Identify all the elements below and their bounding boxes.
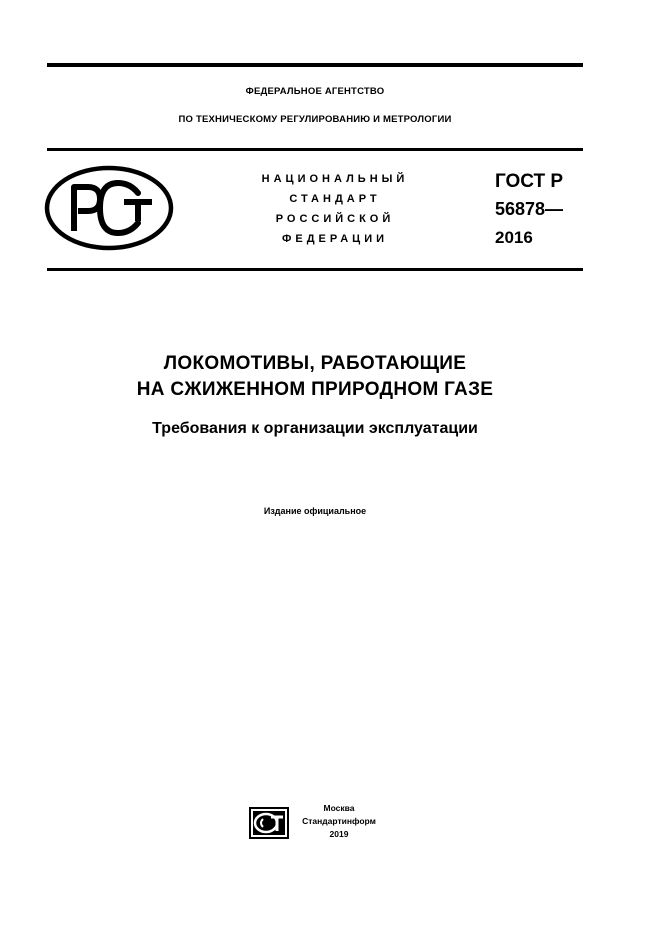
standard-code-line-1: ГОСТ Р [495,171,564,192]
standard-code-line-3: 2016 [495,228,533,247]
document-title-line-1: ЛОКОМОТИВЫ, РАБОТАЮЩИЕ [163,353,467,374]
middle-rule [47,148,583,151]
standard-type-line-4: ФЕДЕРАЦИИ [281,233,389,245]
agency-line-2: ПО ТЕХНИЧЕСКОМУ РЕГУЛИРОВАНИЮ И МЕТРОЛОГИИ [178,114,452,125]
document-subtitle: Требования к организации эксплуатации [152,420,478,437]
standard-code-line-2: 56878— [495,199,564,219]
gost-r-emblem-icon [44,165,174,251]
publisher-year: 2019 [329,829,349,839]
standard-type-line-1: НАЦИОНАЛЬНЫЙ [261,173,409,185]
standartinform-logo-icon [249,807,289,839]
document-title-line-2: НА СЖИЖЕННОМ ПРИРОДНОМ ГАЗЕ [136,379,494,400]
edition-note: Издание официальное [263,506,367,516]
top-rule [47,63,583,67]
publisher-name: Стандартинформ [302,816,376,826]
bottom-rule [47,268,583,271]
publisher-city: Москва [323,803,355,813]
standard-type-line-2: СТАНДАРТ [289,193,381,205]
agency-line-1: ФЕДЕРАЛЬНОЕ АГЕНТСТВО [245,86,385,97]
standard-type-line-3: РОССИЙСКОЙ [275,213,395,225]
